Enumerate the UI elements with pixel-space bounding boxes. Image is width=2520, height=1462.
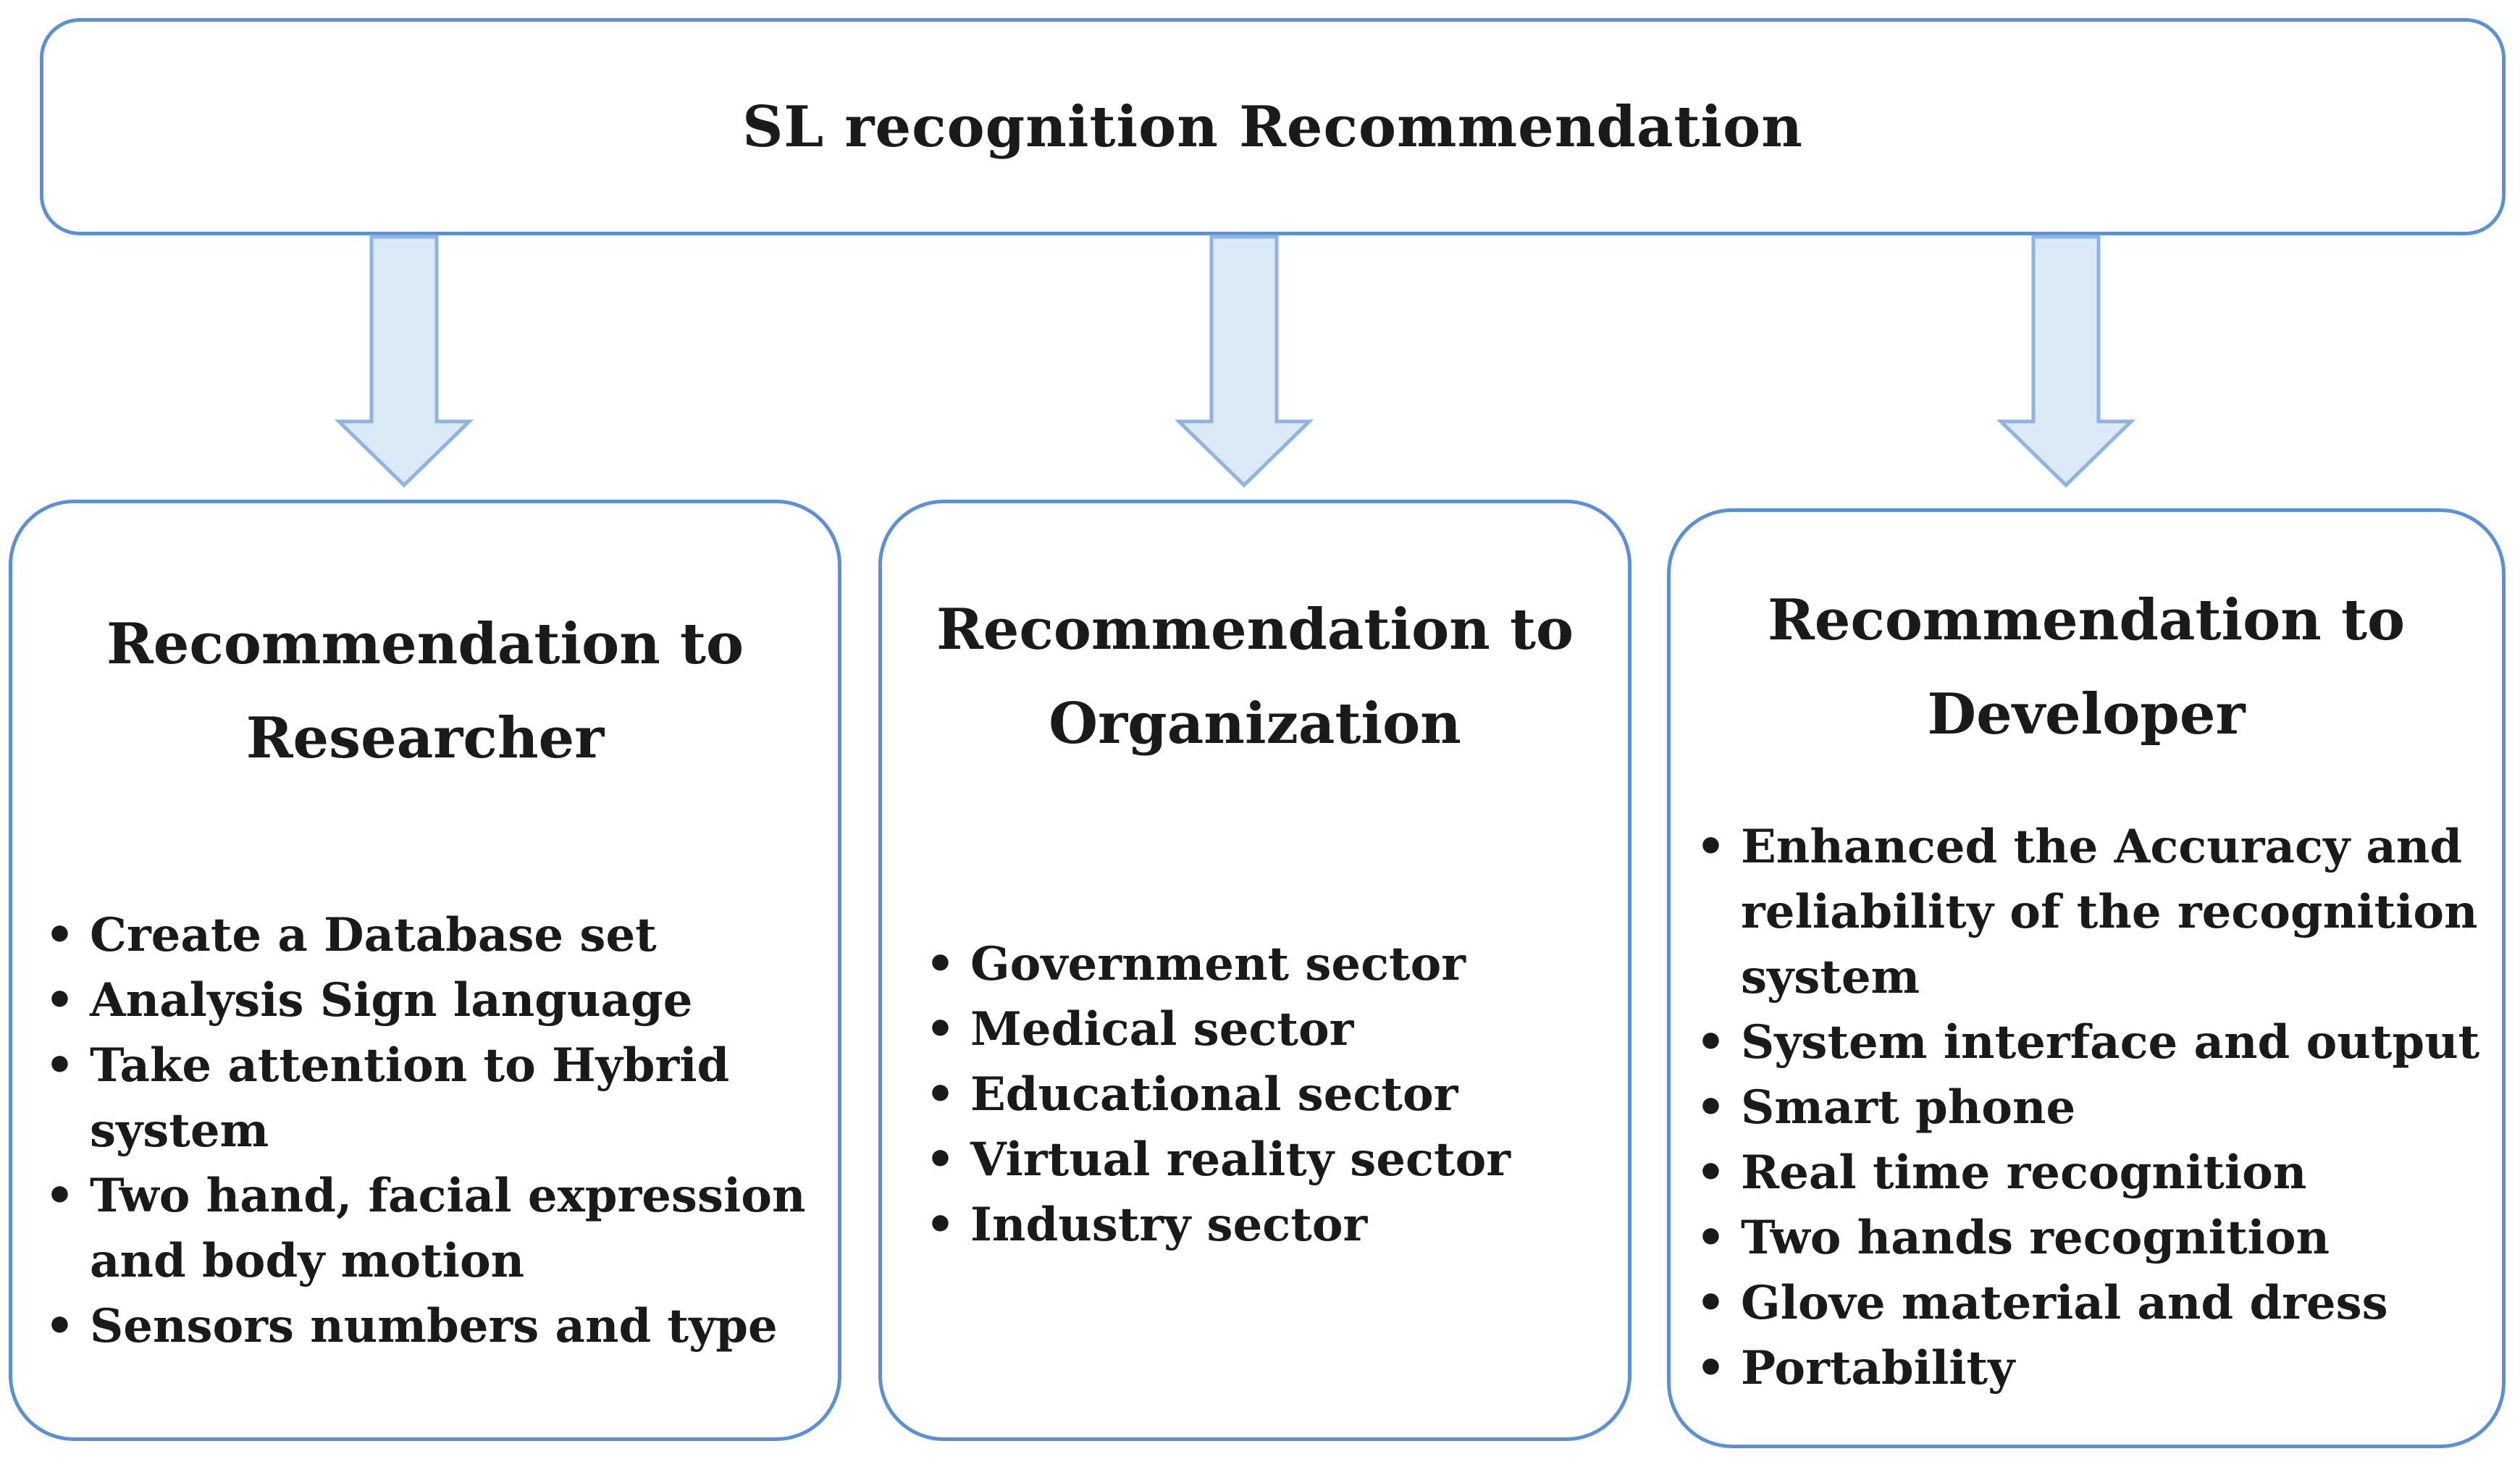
list-item: • Government sector bbox=[925, 932, 1621, 997]
list-item: • Enhanced the Accuracy and reliability of the recognition system bbox=[1696, 815, 2492, 1010]
list-item: • Medical sector bbox=[925, 997, 1621, 1062]
organization-box bbox=[878, 500, 1631, 1441]
researcher-heading-line1: Recommendation to bbox=[106, 611, 744, 677]
list-item: • Educational sector bbox=[925, 1062, 1621, 1127]
down-arrow-organization bbox=[1179, 237, 1309, 485]
organization-heading-line1: Recommendation to bbox=[936, 597, 1574, 663]
list-item: • Real time recognition bbox=[1696, 1140, 2492, 1206]
list-item: • Sensors numbers and type bbox=[45, 1294, 827, 1359]
list-item: • System interface and output bbox=[1696, 1010, 2492, 1075]
diagram-title: SL recognition Recommendation bbox=[742, 93, 1803, 160]
developer-list bbox=[1696, 815, 2492, 1401]
list-item: • Glove material and dress bbox=[1696, 1271, 2492, 1336]
list-item: • Take attention to Hybrid system bbox=[45, 1033, 827, 1164]
researcher-list bbox=[45, 903, 827, 1359]
developer-heading-line1: Recommendation to bbox=[1767, 587, 2406, 653]
list-item: • Two hand, facial expression and body motion bbox=[45, 1164, 827, 1294]
developer-box bbox=[1667, 508, 2506, 1448]
list-item: • Virtual reality sector bbox=[925, 1127, 1621, 1193]
developer-heading-line2: Developer bbox=[1927, 681, 2246, 747]
list-item: • Industry sector bbox=[925, 1193, 1621, 1258]
organization-heading-line2: Organization bbox=[1049, 691, 1461, 757]
list-item: • Create a Database set bbox=[45, 903, 827, 968]
list-item: • Analysis Sign language bbox=[45, 968, 827, 1033]
down-arrow-developer bbox=[2001, 237, 2131, 485]
list-item: • Smart phone bbox=[1696, 1075, 2492, 1140]
list-item: • Two hands recognition bbox=[1696, 1206, 2492, 1271]
down-arrow-researcher bbox=[339, 237, 469, 485]
researcher-box bbox=[9, 500, 841, 1441]
developer-heading bbox=[1671, 574, 2502, 762]
list-item: • Portability bbox=[1696, 1336, 2492, 1401]
researcher-heading-line2: Researcher bbox=[245, 705, 605, 771]
researcher-heading bbox=[12, 597, 838, 786]
organization-heading bbox=[882, 583, 1628, 771]
organization-list bbox=[925, 932, 1621, 1258]
